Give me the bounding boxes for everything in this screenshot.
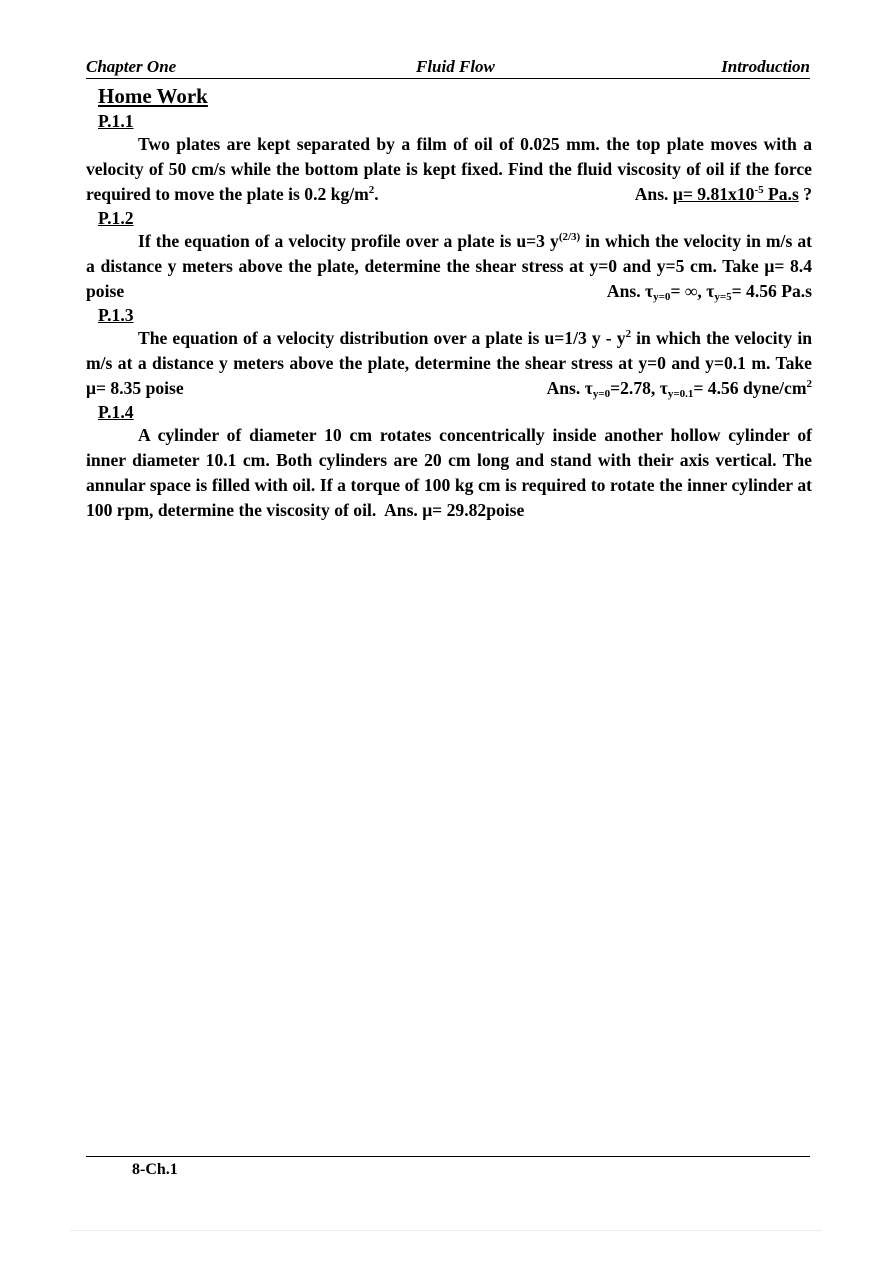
ans-2-sub1: y=0 (653, 291, 671, 303)
problem-2-body-b: in which the velocity in m/s at a distance y meters above the plate, determine the shear stress at y=0 and y=5 cm. Take μ= 8.4 poise (86, 231, 812, 301)
page-number: 8-Ch.1 (132, 1161, 178, 1178)
ans-1-exponent: -5 (754, 184, 764, 196)
ans-2-end: = 4.56 Pa.s (731, 281, 812, 301)
problem-text-2 (86, 229, 812, 304)
ans-3-prefix: Ans. τ (546, 378, 593, 398)
problem-text-1 (86, 132, 812, 207)
page-content (86, 82, 812, 523)
page-title: Home Work (98, 84, 208, 108)
problem-2-sup: (2/3) (558, 231, 581, 243)
ans-3-sub1: y=0 (592, 388, 611, 400)
problem-1-body: Two plates are kept separated by a film of oil of 0.025 mm. the top plate moves with a velocity of 50 cm/s while the bottom plate is kept fixed. Find the fluid viscosity of oil if the force required to move the plate is 0.2 kg/m (86, 134, 812, 204)
ans-1-number: μ= 9.81x10 (672, 184, 755, 204)
problem-2-body-a: If the equation of a velocity profile over a plate is u=3 y (138, 231, 559, 251)
problem-1-end: . (374, 184, 379, 204)
ans-2-sub2: y=5 (714, 291, 732, 303)
problem-3-answer (495, 376, 812, 401)
problem-label-3: P.1.3 (98, 305, 134, 325)
header-chapter: Chapter One (86, 57, 177, 76)
page-edge-divider (70, 1230, 822, 1231)
running-header (86, 56, 810, 79)
problem-label-2: P.1.2 (98, 208, 134, 228)
header-subject: Fluid Flow (416, 57, 495, 76)
problem-text-4 (86, 423, 812, 523)
ans-2-prefix: Ans. τ (606, 281, 654, 301)
ans-3-sup: 2 (806, 378, 812, 390)
problem-2-answer (555, 279, 812, 304)
ans-3-mid: =2.78, τ (610, 378, 668, 398)
ans-3-end: = 4.56 dyne/cm (693, 378, 807, 398)
footer-rule (86, 1156, 810, 1157)
problem-label-1: P.1.1 (98, 111, 134, 131)
problem-1-sup: 2 (368, 184, 375, 196)
header-section: Introduction (721, 57, 810, 76)
ans-2-mid: = ∞, τ (670, 281, 715, 301)
ans-1-suffix: ? (798, 184, 812, 204)
problem-label-4: P.1.4 (98, 402, 134, 422)
problem-4-answer: Ans. μ= 29.82poise (384, 500, 525, 520)
ans-1-prefix: Ans. (634, 184, 673, 204)
ans-1-unit: Pa.s (763, 184, 799, 204)
ans-3-sub2: y=0.1 (667, 388, 694, 400)
problem-3-body-b: in which the velocity in m/s at a distance y meters above the plate, determine the shear stress at y=0 and y=0.1 m. Take μ= 8.35 poise (86, 328, 812, 398)
ans-1-value (673, 184, 799, 204)
problem-text-3 (86, 326, 812, 401)
problem-3-body-a: The equation of a velocity distribution over a plate is u=1/3 y - y (138, 328, 626, 348)
problem-1-answer (583, 182, 812, 207)
problem-3-sup: 2 (625, 328, 632, 340)
problem-4-body: A cylinder of diameter 10 cm rotates concentrically inside another hollow cylinder of inner diameter 10.1 cm. Both cylinders are 20 cm long and stand with their axis vertical. The annular space is filled with oil. If a torque of 100 kg cm is required to rotate the inner cylinder at 100 rpm, determine the viscosity of oil. (86, 425, 812, 520)
